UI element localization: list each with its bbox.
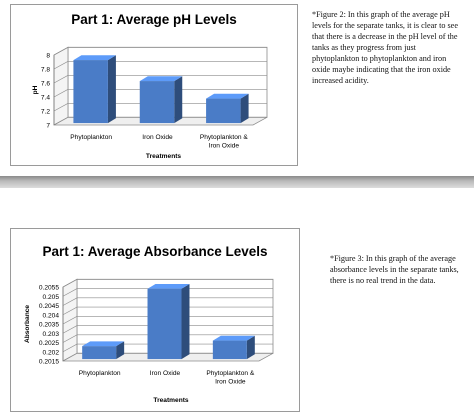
- y-tick-label: 7.6: [40, 80, 50, 88]
- y-tick-label: 0.205: [42, 293, 59, 301]
- x-axis-label: Treatments: [153, 397, 189, 404]
- chart-title: Part 1: Average pH Levels: [71, 12, 237, 27]
- x-category-label: Phytoplankton: [70, 134, 113, 141]
- bar-side: [174, 76, 182, 123]
- x-axis-label: Treatments: [145, 153, 182, 160]
- bar: [148, 289, 182, 359]
- y-tick-label: 0.2015: [38, 358, 59, 366]
- ph-chart-svg: [11, 5, 297, 165]
- x-category-label: Iron Oxide: [208, 142, 240, 150]
- ph-chart: [10, 4, 298, 166]
- bar-side: [241, 94, 249, 123]
- y-tick-label: 7.2: [40, 108, 50, 116]
- bar: [73, 60, 107, 123]
- figure-2-caption: *Figure 2: In this graph of the average pH levels for the separate tanks, it is clear to see that there is a decrease in the pH level of the tanks as they progress from just phytoplankton to phytoplankton and iron oxide maybe indicating that the iron oxide increased acidity.: [312, 10, 458, 85]
- absorbance-chart-svg: [11, 229, 299, 411]
- x-category-label: Iron Oxide: [149, 370, 181, 377]
- y-axis-label: Absorbance: [24, 304, 31, 344]
- x-category-label: Iron Oxide: [215, 378, 246, 386]
- y-tick-label: 0.204: [42, 312, 59, 320]
- bar: [140, 81, 174, 123]
- page-divider: [0, 176, 474, 188]
- x-category-label: Phytoplankton &: [206, 370, 255, 377]
- y-tick-label: 8: [46, 52, 50, 60]
- y-tick-label: 0.202: [42, 349, 59, 357]
- y-tick-label: 0.2045: [38, 303, 59, 310]
- chart-title: Part 1: Average Absorbance Levels: [42, 244, 268, 259]
- bar-side: [108, 55, 116, 123]
- y-axis-label: pH: [32, 85, 39, 95]
- y-tick-label: 0.2025: [38, 340, 59, 347]
- bar-side: [181, 284, 189, 359]
- y-tick-label: 7.4: [40, 94, 50, 102]
- x-category-label: Iron Oxide: [142, 134, 173, 141]
- bar: [213, 341, 247, 360]
- bar: [206, 99, 240, 124]
- figure-3-caption: *Figure 3: In this graph of the average absorbance levels in the separate tanks, there is no real trend in the data.: [330, 254, 459, 285]
- y-tick-label: 0.2055: [38, 284, 59, 292]
- y-tick-label: 7.8: [40, 66, 50, 74]
- y-tick-label: 0.2035: [38, 321, 59, 329]
- x-category-label: Phytoplankton: [78, 370, 121, 377]
- bar: [82, 346, 116, 359]
- y-tick-label: 0.203: [42, 330, 59, 338]
- absorbance-chart: [10, 228, 300, 412]
- x-category-label: Phytoplankton &: [199, 134, 248, 141]
- document-page-1: [0, 0, 474, 176]
- chart-side-wall: [54, 47, 68, 125]
- y-tick-label: 7: [46, 122, 50, 130]
